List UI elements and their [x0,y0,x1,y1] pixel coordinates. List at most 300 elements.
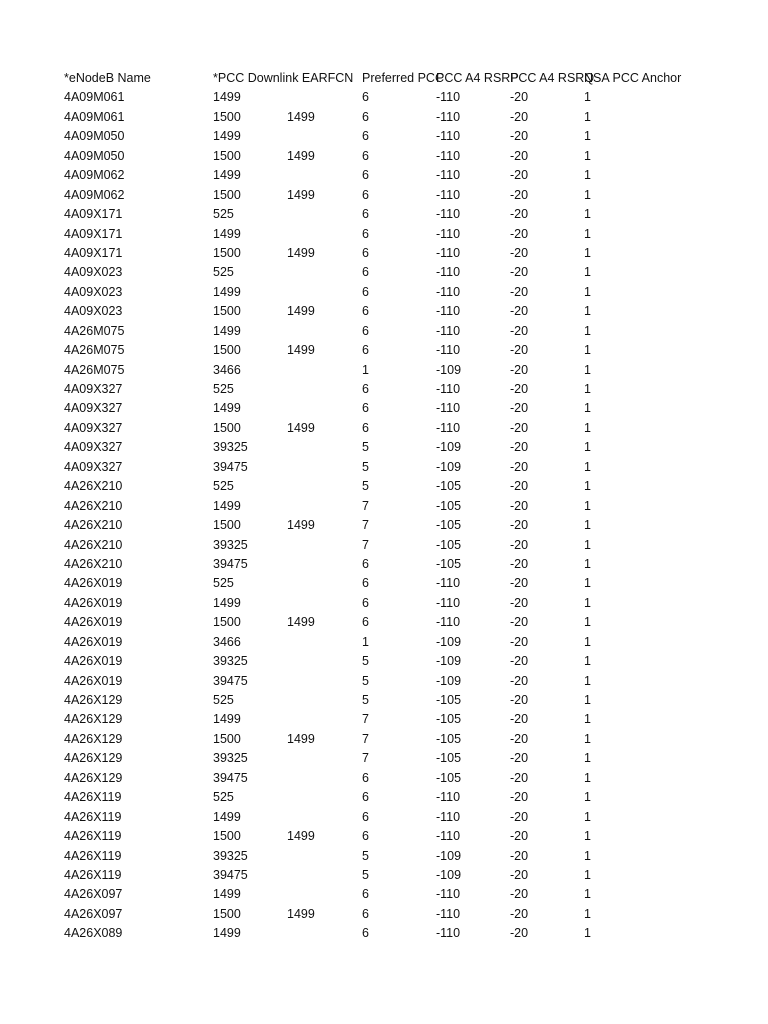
cell-nsa-pcc-anchor[interactable]: 1 [584,498,591,513]
cell-enodeb-name[interactable]: 4A09X171 [64,226,123,241]
cell-pcc-a4-rsrq[interactable]: -20 [510,848,529,863]
cell-pcc-a4-rsrp[interactable]: -110 [436,226,461,241]
cell-pcc-a4-rsrp[interactable]: -109 [436,848,462,863]
cell-pcc-downlink-earfcn[interactable]: 39475 [213,770,248,785]
cell-pcc-a4-rsrq[interactable]: -20 [510,109,529,124]
cell-pcc-a4-rsrp[interactable]: -110 [436,926,461,941]
cell-pcc-a4-rsrq[interactable]: -20 [510,401,529,416]
cell-pcc-a4-rsrq[interactable]: -20 [510,90,529,105]
cell-nsa-pcc-anchor[interactable]: 1 [584,148,591,163]
cell-pcc-a4-rsrp[interactable]: -110 [436,829,461,844]
cell-preferred-pcc[interactable]: 6 [362,207,369,222]
cell-nsa-pcc-anchor[interactable]: 1 [584,829,591,844]
cell-preferred-pcc[interactable]: 6 [362,576,369,591]
table-row [0,574,768,593]
cell-preferred-pcc[interactable]: 6 [362,906,369,921]
cell-nsa-pcc-anchor[interactable]: 1 [584,712,591,727]
cell-preferred-pcc[interactable]: 6 [362,109,369,124]
cell-enodeb-name[interactable]: 4A26X129 [64,751,123,766]
cell-pcc-a4-rsrp[interactable]: -109 [436,673,462,688]
cell-nsa-pcc-anchor[interactable]: 1 [584,654,591,669]
cell-preferred-pcc[interactable]: 6 [362,226,369,241]
cell-pcc-a4-rsrp[interactable]: -105 [436,498,462,513]
cell-nsa-pcc-anchor[interactable]: 1 [584,90,591,105]
cell-nsa-pcc-anchor[interactable]: 1 [584,693,591,707]
cell-preferred-pcc[interactable]: 5 [362,654,369,669]
cell-enodeb-name[interactable]: 4A26X097 [64,887,123,902]
cell-secondary-earfcn[interactable]: 1499 [287,187,315,202]
cell-enodeb-name[interactable]: 4A26M075 [64,323,125,338]
cell-preferred-pcc[interactable]: 6 [362,420,369,435]
cell-pcc-downlink-earfcn[interactable]: 1500 [213,187,241,202]
cell-pcc-downlink-earfcn[interactable]: 39325 [213,654,248,669]
cell-secondary-earfcn[interactable]: 1499 [287,731,315,746]
cell-nsa-pcc-anchor[interactable]: 1 [584,401,591,416]
cell-secondary-earfcn[interactable]: 1499 [287,304,315,319]
cell-nsa-pcc-anchor[interactable]: 1 [584,926,591,941]
cell-nsa-pcc-anchor[interactable]: 1 [584,304,591,319]
cell-pcc-a4-rsrp[interactable]: -110 [436,109,461,124]
cell-pcc-downlink-earfcn[interactable]: 39475 [213,867,248,882]
cell-pcc-a4-rsrp[interactable]: -105 [436,712,462,727]
cell-pcc-downlink-earfcn[interactable]: 1499 [213,226,241,241]
cell-pcc-a4-rsrq[interactable]: -20 [510,693,529,707]
cell-pcc-a4-rsrq[interactable]: -20 [510,867,529,882]
cell-pcc-a4-rsrp[interactable]: -110 [436,401,461,416]
cell-pcc-downlink-earfcn[interactable]: 1500 [213,245,241,260]
cell-enodeb-name[interactable]: 4A26X210 [64,537,123,552]
cell-pcc-downlink-earfcn[interactable]: 525 [213,479,234,494]
cell-pcc-a4-rsrq[interactable]: -20 [510,304,529,319]
cell-preferred-pcc[interactable]: 6 [362,382,369,396]
cell-enodeb-name[interactable]: 4A26X119 [64,867,122,882]
cell-preferred-pcc[interactable]: 5 [362,848,369,863]
cell-preferred-pcc[interactable]: 6 [362,323,369,338]
cell-pcc-downlink-earfcn[interactable]: 1499 [213,498,241,513]
cell-pcc-downlink-earfcn[interactable]: 1499 [213,90,241,105]
cell-pcc-a4-rsrq[interactable]: -20 [510,420,529,435]
cell-enodeb-name[interactable]: 4A09X327 [64,440,123,455]
cell-pcc-a4-rsrp[interactable]: -110 [436,207,461,222]
cell-pcc-downlink-earfcn[interactable]: 1500 [213,420,241,435]
cell-pcc-downlink-earfcn[interactable]: 1499 [213,284,241,299]
cell-nsa-pcc-anchor[interactable]: 1 [584,867,591,882]
cell-pcc-downlink-earfcn[interactable]: 525 [213,382,234,396]
cell-enodeb-name[interactable]: 4A09X327 [64,420,123,435]
cell-preferred-pcc[interactable]: 6 [362,90,369,105]
cell-enodeb-name[interactable]: 4A09X171 [64,207,123,222]
cell-enodeb-name[interactable]: 4A09X327 [64,459,123,474]
cell-enodeb-name[interactable]: 4A26X089 [64,926,123,941]
cell-pcc-a4-rsrq[interactable]: -20 [510,129,529,144]
cell-pcc-downlink-earfcn[interactable]: 525 [213,207,234,222]
cell-pcc-a4-rsrq[interactable]: -20 [510,479,529,494]
cell-pcc-a4-rsrp[interactable]: -110 [436,265,461,280]
cell-preferred-pcc[interactable]: 6 [362,595,369,610]
cell-pcc-downlink-earfcn[interactable]: 39475 [213,673,248,688]
table-row [0,710,768,729]
cell-preferred-pcc[interactable]: 5 [362,673,369,688]
cell-preferred-pcc[interactable]: 5 [362,867,369,882]
table-row [0,788,768,807]
cell-preferred-pcc[interactable]: 6 [362,304,369,319]
cell-pcc-a4-rsrq[interactable]: -20 [510,440,529,455]
cell-enodeb-name[interactable]: 4A09X327 [64,401,123,416]
cell-enodeb-name[interactable]: 4A09X023 [64,304,123,319]
cell-nsa-pcc-anchor[interactable]: 1 [584,459,591,474]
cell-pcc-downlink-earfcn[interactable]: 1500 [213,906,241,921]
cell-pcc-a4-rsrp[interactable]: -109 [436,459,462,474]
cell-nsa-pcc-anchor[interactable]: 1 [584,323,591,338]
cell-preferred-pcc[interactable]: 6 [362,284,369,299]
cell-pcc-downlink-earfcn[interactable]: 1499 [213,168,241,183]
cell-pcc-a4-rsrq[interactable]: -20 [510,751,529,766]
cell-pcc-a4-rsrp[interactable]: -109 [436,867,462,882]
cell-preferred-pcc[interactable]: 7 [362,537,369,552]
cell-secondary-earfcn[interactable]: 1499 [287,518,315,533]
cell-nsa-pcc-anchor[interactable]: 1 [584,576,591,591]
cell-enodeb-name[interactable]: 4A26X119 [64,790,122,805]
cell-pcc-a4-rsrp[interactable]: -110 [436,906,461,921]
cell-preferred-pcc[interactable]: 6 [362,829,369,844]
cell-nsa-pcc-anchor[interactable]: 1 [584,518,591,533]
cell-preferred-pcc[interactable]: 6 [362,148,369,163]
cell-pcc-a4-rsrq[interactable]: -20 [510,362,529,377]
cell-pcc-a4-rsrp[interactable]: -105 [436,731,462,746]
cell-pcc-a4-rsrp[interactable]: -110 [436,887,461,902]
cell-pcc-a4-rsrp[interactable]: -105 [436,556,462,571]
cell-pcc-a4-rsrq[interactable]: -20 [510,634,529,649]
cell-nsa-pcc-anchor[interactable]: 1 [584,770,591,785]
table-row [0,885,768,904]
cell-enodeb-name[interactable]: 4A26X129 [64,731,123,746]
cell-pcc-a4-rsrp[interactable]: -110 [436,148,461,163]
cell-nsa-pcc-anchor[interactable]: 1 [584,615,591,630]
cell-pcc-a4-rsrq[interactable]: -20 [510,207,529,222]
cell-preferred-pcc[interactable]: 6 [362,790,369,805]
table-row [0,263,768,282]
cell-enodeb-name[interactable]: 4A26X019 [64,673,123,688]
cell-preferred-pcc[interactable]: 7 [362,712,369,727]
cell-enodeb-name[interactable]: 4A26M075 [64,362,125,377]
cell-secondary-earfcn[interactable]: 1499 [287,829,315,844]
cell-pcc-downlink-earfcn[interactable]: 39325 [213,751,248,766]
cell-pcc-downlink-earfcn[interactable]: 1500 [213,148,241,163]
cell-pcc-a4-rsrq[interactable]: -20 [510,498,529,513]
cell-nsa-pcc-anchor[interactable]: 1 [584,226,591,241]
cell-enodeb-name[interactable]: 4A09M061 [64,90,125,105]
cell-pcc-a4-rsrp[interactable]: -109 [436,634,462,649]
cell-enodeb-name[interactable]: 4A26X210 [64,556,123,571]
cell-pcc-a4-rsrp[interactable]: -110 [436,615,461,630]
cell-enodeb-name[interactable]: 4A26X019 [64,576,123,591]
table-body [0,88,768,943]
cell-pcc-a4-rsrq[interactable]: -20 [510,615,529,630]
cell-enodeb-name[interactable]: 4A09X023 [64,284,123,299]
cell-pcc-a4-rsrp[interactable]: -110 [436,323,461,338]
cell-pcc-a4-rsrq[interactable]: -20 [510,168,529,183]
cell-pcc-a4-rsrp[interactable]: -105 [436,518,462,533]
cell-nsa-pcc-anchor[interactable]: 1 [584,284,591,299]
cell-secondary-earfcn[interactable]: 1499 [287,420,315,435]
cell-enodeb-name[interactable]: 4A09M062 [64,187,125,202]
cell-enodeb-name[interactable]: 4A09X171 [64,245,123,260]
cell-pcc-downlink-earfcn[interactable]: 1500 [213,343,241,358]
cell-preferred-pcc[interactable]: 5 [362,440,369,455]
cell-enodeb-name[interactable]: 4A09M061 [64,109,125,124]
cell-nsa-pcc-anchor[interactable]: 1 [584,245,591,260]
cell-preferred-pcc[interactable]: 7 [362,751,369,766]
cell-pcc-a4-rsrp[interactable]: -105 [436,479,462,494]
cell-enodeb-name[interactable]: 4A26X019 [64,615,123,630]
cell-pcc-a4-rsrp[interactable]: -110 [436,245,461,260]
cell-enodeb-name[interactable]: 4A26X097 [64,906,123,921]
table-row [0,924,768,943]
cell-pcc-a4-rsrp[interactable]: -110 [436,420,461,435]
cell-nsa-pcc-anchor[interactable]: 1 [584,382,591,396]
cell-preferred-pcc[interactable]: 5 [362,459,369,474]
cell-enodeb-name[interactable]: 4A26X119 [64,829,122,844]
cell-pcc-a4-rsrq[interactable]: -20 [510,265,529,280]
cell-preferred-pcc[interactable]: 6 [362,343,369,358]
cell-pcc-a4-rsrp[interactable]: -110 [436,90,461,105]
cell-pcc-downlink-earfcn[interactable]: 1500 [213,109,241,124]
cell-pcc-a4-rsrp[interactable]: -110 [436,382,461,396]
cell-nsa-pcc-anchor[interactable]: 1 [584,848,591,863]
cell-pcc-a4-rsrq[interactable]: -20 [510,459,529,474]
cell-pcc-a4-rsrp[interactable]: -105 [436,751,462,766]
cell-pcc-downlink-earfcn[interactable]: 525 [213,576,234,591]
cell-pcc-downlink-earfcn[interactable]: 525 [213,693,234,707]
cell-nsa-pcc-anchor[interactable]: 1 [584,440,591,455]
cell-pcc-downlink-earfcn[interactable]: 39325 [213,848,248,863]
cell-preferred-pcc[interactable]: 6 [362,129,369,144]
cell-preferred-pcc[interactable]: 6 [362,926,369,941]
cell-pcc-a4-rsrq[interactable]: -20 [510,829,529,844]
cell-enodeb-name[interactable]: 4A26X210 [64,518,123,533]
cell-secondary-earfcn[interactable]: 1499 [287,343,315,358]
cell-nsa-pcc-anchor[interactable]: 1 [584,362,591,377]
cell-pcc-a4-rsrp[interactable]: -110 [436,284,461,299]
cell-preferred-pcc[interactable]: 1 [362,362,369,377]
cell-secondary-earfcn[interactable]: 1499 [287,906,315,921]
cell-pcc-a4-rsrq[interactable]: -20 [510,382,529,396]
cell-pcc-downlink-earfcn[interactable]: 1499 [213,809,241,824]
cell-pcc-a4-rsrp[interactable]: -110 [436,304,461,319]
table-row [0,127,768,146]
cell-nsa-pcc-anchor[interactable]: 1 [584,479,591,494]
cell-nsa-pcc-anchor[interactable]: 1 [584,207,591,222]
cell-nsa-pcc-anchor[interactable]: 1 [584,187,591,202]
cell-enodeb-name[interactable]: 4A26X019 [64,654,123,669]
header-pcc-downlink-earfcn[interactable]: *PCC Downlink EARFCN [213,71,354,85]
cell-pcc-downlink-earfcn[interactable]: 1500 [213,615,241,630]
cell-enodeb-name[interactable]: 4A26X129 [64,770,123,785]
cell-pcc-a4-rsrp[interactable]: -109 [436,654,462,669]
cell-enodeb-name[interactable]: 4A26X129 [64,693,123,707]
cell-preferred-pcc[interactable]: 6 [362,770,369,785]
cell-preferred-pcc[interactable]: 5 [362,693,369,707]
table-row [0,477,768,496]
cell-enodeb-name[interactable]: 4A09M050 [64,148,125,163]
cell-pcc-a4-rsrq[interactable]: -20 [510,926,529,941]
cell-pcc-downlink-earfcn[interactable]: 1499 [213,129,241,144]
table-row [0,166,768,185]
cell-pcc-a4-rsrp[interactable]: -105 [436,770,462,785]
cell-preferred-pcc[interactable]: 6 [362,809,369,824]
cell-pcc-a4-rsrq[interactable]: -20 [510,518,529,533]
cell-preferred-pcc[interactable]: 6 [362,615,369,630]
cell-pcc-downlink-earfcn[interactable]: 1499 [213,712,241,727]
cell-pcc-a4-rsrq[interactable]: -20 [510,187,529,202]
cell-pcc-a4-rsrp[interactable]: -109 [436,440,462,455]
cell-pcc-a4-rsrq[interactable]: -20 [510,906,529,921]
header-pcc-a4-rsrq[interactable]: PCC A4 RSRQ [510,71,595,85]
cell-pcc-downlink-earfcn[interactable]: 525 [213,790,234,805]
cell-nsa-pcc-anchor[interactable]: 1 [584,595,591,610]
cell-pcc-a4-rsrp[interactable]: -110 [436,187,461,202]
cell-pcc-a4-rsrp[interactable]: -110 [436,168,461,183]
cell-preferred-pcc[interactable]: 1 [362,634,369,649]
cell-preferred-pcc[interactable]: 5 [362,479,369,494]
cell-preferred-pcc[interactable]: 6 [362,265,369,280]
cell-pcc-a4-rsrp[interactable]: -110 [436,343,461,358]
cell-enodeb-name[interactable]: 4A26X119 [64,848,122,863]
cell-enodeb-name[interactable]: 4A26X129 [64,712,123,727]
cell-enodeb-name[interactable]: 4A26X210 [64,498,123,513]
cell-pcc-a4-rsrp[interactable]: -110 [436,595,461,610]
cell-nsa-pcc-anchor[interactable]: 1 [584,556,591,571]
cell-nsa-pcc-anchor[interactable]: 1 [584,168,591,183]
cell-pcc-downlink-earfcn[interactable]: 1499 [213,323,241,338]
cell-nsa-pcc-anchor[interactable]: 1 [584,673,591,688]
cell-preferred-pcc[interactable]: 6 [362,168,369,183]
cell-preferred-pcc[interactable]: 6 [362,245,369,260]
cell-preferred-pcc[interactable]: 7 [362,518,369,533]
cell-nsa-pcc-anchor[interactable]: 1 [584,109,591,124]
cell-pcc-a4-rsrq[interactable]: -20 [510,556,529,571]
cell-nsa-pcc-anchor[interactable]: 1 [584,265,591,280]
cell-pcc-a4-rsrq[interactable]: -20 [510,790,529,805]
cell-pcc-downlink-earfcn[interactable]: 39325 [213,440,248,455]
cell-nsa-pcc-anchor[interactable]: 1 [584,537,591,552]
cell-enodeb-name[interactable]: 4A26X119 [64,809,122,824]
cell-enodeb-name[interactable]: 4A26X210 [64,479,123,494]
cell-pcc-a4-rsrq[interactable]: -20 [510,284,529,299]
cell-pcc-downlink-earfcn[interactable]: 1499 [213,926,241,941]
cell-pcc-a4-rsrp[interactable]: -105 [436,537,462,552]
cell-nsa-pcc-anchor[interactable]: 1 [584,906,591,921]
cell-pcc-a4-rsrq[interactable]: -20 [510,226,529,241]
cell-enodeb-name[interactable]: 4A09M062 [64,168,125,183]
cell-secondary-earfcn[interactable]: 1499 [287,109,315,124]
cell-pcc-a4-rsrq[interactable]: -20 [510,323,529,338]
cell-pcc-a4-rsrq[interactable]: -20 [510,576,529,591]
table-row [0,866,768,885]
cell-pcc-downlink-earfcn[interactable]: 525 [213,265,234,280]
cell-nsa-pcc-anchor[interactable]: 1 [584,809,591,824]
header-enodeb-name[interactable]: *eNodeB Name [64,71,151,85]
cell-pcc-downlink-earfcn[interactable]: 1499 [213,595,241,610]
cell-nsa-pcc-anchor[interactable]: 1 [584,129,591,144]
cell-pcc-a4-rsrq[interactable]: -20 [510,595,529,610]
cell-enodeb-name[interactable]: 4A09X023 [64,265,123,280]
table-row [0,361,768,380]
cell-pcc-a4-rsrp[interactable]: -110 [436,129,461,144]
header-preferred-pcc[interactable]: Preferred PCC [362,71,444,85]
cell-pcc-a4-rsrq[interactable]: -20 [510,654,529,669]
cell-pcc-a4-rsrq[interactable]: -20 [510,731,529,746]
cell-pcc-downlink-earfcn[interactable]: 3466 [213,634,241,649]
header-pcc-a4-rsrp[interactable]: PCC A4 RSRP [436,71,519,85]
cell-pcc-downlink-earfcn[interactable]: 1500 [213,518,241,533]
cell-pcc-a4-rsrq[interactable]: -20 [510,343,529,358]
cell-pcc-a4-rsrp[interactable]: -110 [436,576,461,591]
cell-pcc-downlink-earfcn[interactable]: 1499 [213,401,241,416]
cell-preferred-pcc[interactable]: 6 [362,887,369,902]
cell-preferred-pcc[interactable]: 7 [362,731,369,746]
cell-preferred-pcc[interactable]: 6 [362,401,369,416]
cell-pcc-a4-rsrq[interactable]: -20 [510,770,529,785]
cell-pcc-a4-rsrq[interactable]: -20 [510,245,529,260]
cell-pcc-a4-rsrq[interactable]: -20 [510,673,529,688]
cell-enodeb-name[interactable]: 4A26M075 [64,343,125,358]
cell-pcc-downlink-earfcn[interactable]: 1499 [213,887,241,902]
cell-nsa-pcc-anchor[interactable]: 1 [584,731,591,746]
header-nsa-pcc-anchor[interactable]: NSA PCC Anchor [584,71,682,85]
cell-pcc-downlink-earfcn[interactable]: 39475 [213,556,248,571]
cell-preferred-pcc[interactable]: 6 [362,556,369,571]
cell-nsa-pcc-anchor[interactable]: 1 [584,751,591,766]
cell-pcc-downlink-earfcn[interactable]: 1500 [213,731,241,746]
cell-pcc-a4-rsrp[interactable]: -105 [436,693,462,707]
cell-nsa-pcc-anchor[interactable]: 1 [584,790,591,805]
table-row [0,147,768,166]
cell-pcc-a4-rsrq[interactable]: -20 [510,537,529,552]
cell-pcc-a4-rsrq[interactable]: -20 [510,887,529,902]
cell-pcc-downlink-earfcn[interactable]: 39475 [213,459,248,474]
cell-nsa-pcc-anchor[interactable]: 1 [584,887,591,902]
cell-pcc-downlink-earfcn[interactable]: 39325 [213,537,248,552]
cell-secondary-earfcn[interactable]: 1499 [287,245,315,260]
cell-pcc-downlink-earfcn[interactable]: 1500 [213,829,241,844]
cell-enodeb-name[interactable]: 4A09M050 [64,129,125,144]
cell-secondary-earfcn[interactable]: 1499 [287,615,315,630]
cell-secondary-earfcn[interactable]: 1499 [287,148,315,163]
table-row [0,827,768,846]
cell-pcc-a4-rsrq[interactable]: -20 [510,712,529,727]
cell-pcc-a4-rsrq[interactable]: -20 [510,809,529,824]
cell-nsa-pcc-anchor[interactable]: 1 [584,343,591,358]
cell-pcc-a4-rsrq[interactable]: -20 [510,148,529,163]
table-row [0,672,768,691]
cell-preferred-pcc[interactable]: 7 [362,498,369,513]
cell-pcc-a4-rsrp[interactable]: -110 [436,809,461,824]
cell-nsa-pcc-anchor[interactable]: 1 [584,634,591,649]
cell-pcc-downlink-earfcn[interactable]: 3466 [213,362,241,377]
cell-pcc-downlink-earfcn[interactable]: 1500 [213,304,241,319]
cell-enodeb-name[interactable]: 4A26X019 [64,634,123,649]
cell-nsa-pcc-anchor[interactable]: 1 [584,420,591,435]
table-row [0,458,768,477]
cell-preferred-pcc[interactable]: 6 [362,187,369,202]
cell-pcc-a4-rsrp[interactable]: -110 [436,790,461,805]
cell-enodeb-name[interactable]: 4A09X327 [64,382,123,396]
cell-enodeb-name[interactable]: 4A26X019 [64,595,123,610]
cell-pcc-a4-rsrp[interactable]: -109 [436,362,462,377]
table-row [0,244,768,263]
header-row [0,69,768,88]
